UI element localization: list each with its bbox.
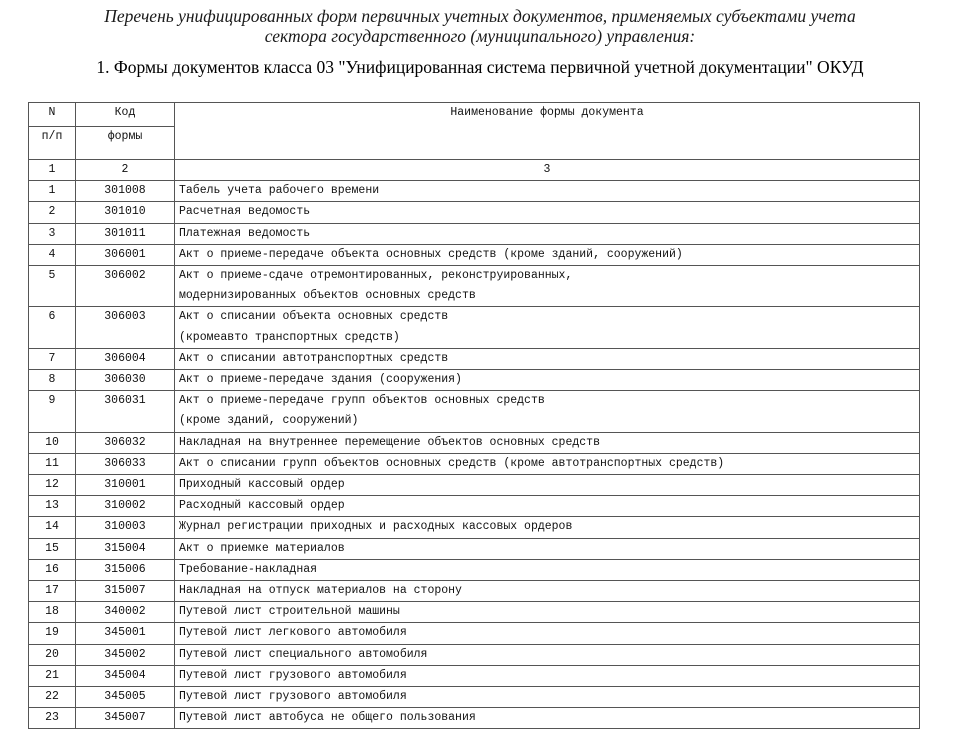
row-number: 7 — [29, 348, 76, 369]
row-number: 14 — [29, 517, 76, 538]
index-row — [29, 160, 920, 181]
section-title: 1. Формы документов класса 03 "Унифицированная система первичной учетной документации" ОКУД — [96, 57, 864, 77]
form-name-line: Расходный кассовый ордер — [179, 499, 345, 513]
table-row — [29, 517, 920, 538]
form-name — [175, 496, 920, 517]
form-name — [175, 202, 920, 223]
form-name — [175, 581, 920, 602]
form-code: 315007 — [76, 581, 175, 602]
table-row — [29, 266, 920, 307]
table-row — [29, 475, 920, 496]
form-name — [175, 348, 920, 369]
form-code: 306033 — [76, 453, 175, 474]
table-row — [29, 708, 920, 729]
row-number: 20 — [29, 644, 76, 665]
form-code: 306030 — [76, 370, 175, 391]
form-code: 301010 — [76, 202, 175, 223]
form-name — [175, 244, 920, 265]
form-name-line: Приходный кассовый ордер — [179, 478, 345, 492]
form-name — [175, 223, 920, 244]
header-code-bottom: формы — [76, 127, 175, 160]
row-number: 1 — [29, 181, 76, 202]
form-name-line: Акт о приеме-передаче объекта основных средств (кроме зданий, сооружений) — [179, 247, 683, 261]
form-code: 310002 — [76, 496, 175, 517]
form-name-line: Накладная на внутреннее перемещение объектов основных средств — [179, 435, 600, 449]
form-name-line: Акт о списании объекта основных средств — [179, 310, 449, 324]
heading-line-2: сектора государственного (муниципального) управления: — [264, 26, 696, 46]
form-name — [175, 266, 920, 307]
header-num-top: N — [29, 103, 76, 127]
form-name-line: Путевой лист строительной машины — [179, 605, 400, 619]
row-number: 22 — [29, 687, 76, 708]
form-name — [175, 644, 920, 665]
heading-line-1: Перечень унифицированных форм первичных учетных документов, применяемых субъектами учета — [104, 6, 856, 26]
table-row — [29, 687, 920, 708]
header-row-top — [29, 103, 920, 127]
table-row — [29, 665, 920, 686]
form-name-line: Акт о приеме-сдаче отремонтированных, реконструированных, — [179, 269, 573, 283]
row-number: 19 — [29, 623, 76, 644]
table-row — [29, 538, 920, 559]
form-name-line: Требование-накладная — [179, 562, 318, 576]
table-row — [29, 244, 920, 265]
table-row — [29, 644, 920, 665]
row-number: 4 — [29, 244, 76, 265]
form-name — [175, 687, 920, 708]
table-row — [29, 623, 920, 644]
row-number: 6 — [29, 307, 76, 348]
row-number: 5 — [29, 266, 76, 307]
form-code: 345004 — [76, 665, 175, 686]
forms-table — [28, 102, 920, 729]
form-code: 345007 — [76, 708, 175, 729]
form-code: 306001 — [76, 244, 175, 265]
form-name — [175, 602, 920, 623]
header-name: Наименование формы документа — [175, 103, 920, 160]
form-name — [175, 708, 920, 729]
form-name-line: Платежная ведомость — [179, 226, 311, 240]
row-number: 3 — [29, 223, 76, 244]
form-name — [175, 453, 920, 474]
form-name — [175, 307, 920, 348]
table-row — [29, 223, 920, 244]
table-row — [29, 581, 920, 602]
form-name-line: Акт о приемке материалов — [179, 541, 345, 555]
form-name-line: Акт о списании автотранспортных средств — [179, 351, 449, 365]
table-row — [29, 602, 920, 623]
form-name-line: Журнал регистрации приходных и расходных кассовых ордеров — [179, 520, 573, 534]
index-cell-1: 1 — [29, 160, 76, 181]
document-heading — [0, 6, 960, 46]
row-number: 17 — [29, 581, 76, 602]
form-name — [175, 623, 920, 644]
form-code: 306031 — [76, 391, 175, 432]
row-number: 9 — [29, 391, 76, 432]
header-code-top: Код — [76, 103, 175, 127]
form-name-line: Акт о приеме-передаче здания (сооружения) — [179, 373, 462, 387]
row-number: 23 — [29, 708, 76, 729]
form-code: 306032 — [76, 432, 175, 453]
table-row — [29, 432, 920, 453]
form-name — [175, 559, 920, 580]
form-name-line: Путевой лист легкового автомобиля — [179, 626, 407, 640]
form-name — [175, 538, 920, 559]
form-name-line: Акт о списании групп объектов основных средств (кроме автотранспортных средств) — [179, 456, 725, 470]
form-name-line: Расчетная ведомость — [179, 205, 311, 219]
form-name — [175, 370, 920, 391]
row-number: 18 — [29, 602, 76, 623]
form-name — [175, 517, 920, 538]
form-name-line: Акт о приеме-передаче групп объектов основных средств — [179, 394, 545, 408]
form-name — [175, 475, 920, 496]
row-number: 13 — [29, 496, 76, 517]
table-row — [29, 307, 920, 348]
row-number: 10 — [29, 432, 76, 453]
form-code: 306003 — [76, 307, 175, 348]
form-name-line: (кроме зданий, сооружений) — [179, 414, 359, 428]
form-code: 301008 — [76, 181, 175, 202]
form-code: 345001 — [76, 623, 175, 644]
row-number: 21 — [29, 665, 76, 686]
form-code: 345002 — [76, 644, 175, 665]
form-code: 306002 — [76, 266, 175, 307]
form-name-line: Путевой лист грузового автомобиля — [179, 668, 407, 682]
form-code: 301011 — [76, 223, 175, 244]
form-code: 315004 — [76, 538, 175, 559]
row-number: 16 — [29, 559, 76, 580]
form-code: 340002 — [76, 602, 175, 623]
form-name-line: Путевой лист грузового автомобиля — [179, 690, 407, 704]
form-code: 310001 — [76, 475, 175, 496]
form-name-line: Путевой лист специального автомобиля — [179, 647, 428, 661]
row-number: 12 — [29, 475, 76, 496]
form-name — [175, 391, 920, 432]
table-row — [29, 391, 920, 432]
table-row — [29, 370, 920, 391]
row-number: 15 — [29, 538, 76, 559]
table-row — [29, 453, 920, 474]
form-name-line: Накладная на отпуск материалов на сторону — [179, 584, 462, 598]
form-code: 315006 — [76, 559, 175, 580]
form-name-line: Путевой лист автобуса не общего пользования — [179, 711, 476, 725]
index-cell-2: 2 — [76, 160, 175, 181]
form-code: 306004 — [76, 348, 175, 369]
index-cell-3: 3 — [175, 160, 920, 181]
form-code: 310003 — [76, 517, 175, 538]
row-number: 2 — [29, 202, 76, 223]
form-name — [175, 665, 920, 686]
row-number: 11 — [29, 453, 76, 474]
form-name-line: Табель учета рабочего времени — [179, 184, 380, 198]
form-name-line: модернизированных объектов основных средств — [179, 289, 476, 303]
row-number: 8 — [29, 370, 76, 391]
form-name — [175, 181, 920, 202]
form-name-line: (кромеавто транспортных средств) — [179, 330, 400, 344]
table-row — [29, 202, 920, 223]
form-name — [175, 432, 920, 453]
form-code: 345005 — [76, 687, 175, 708]
table-row — [29, 348, 920, 369]
table-row — [29, 559, 920, 580]
table-row — [29, 496, 920, 517]
table-row — [29, 181, 920, 202]
header-num-bottom: п/п — [29, 127, 76, 160]
